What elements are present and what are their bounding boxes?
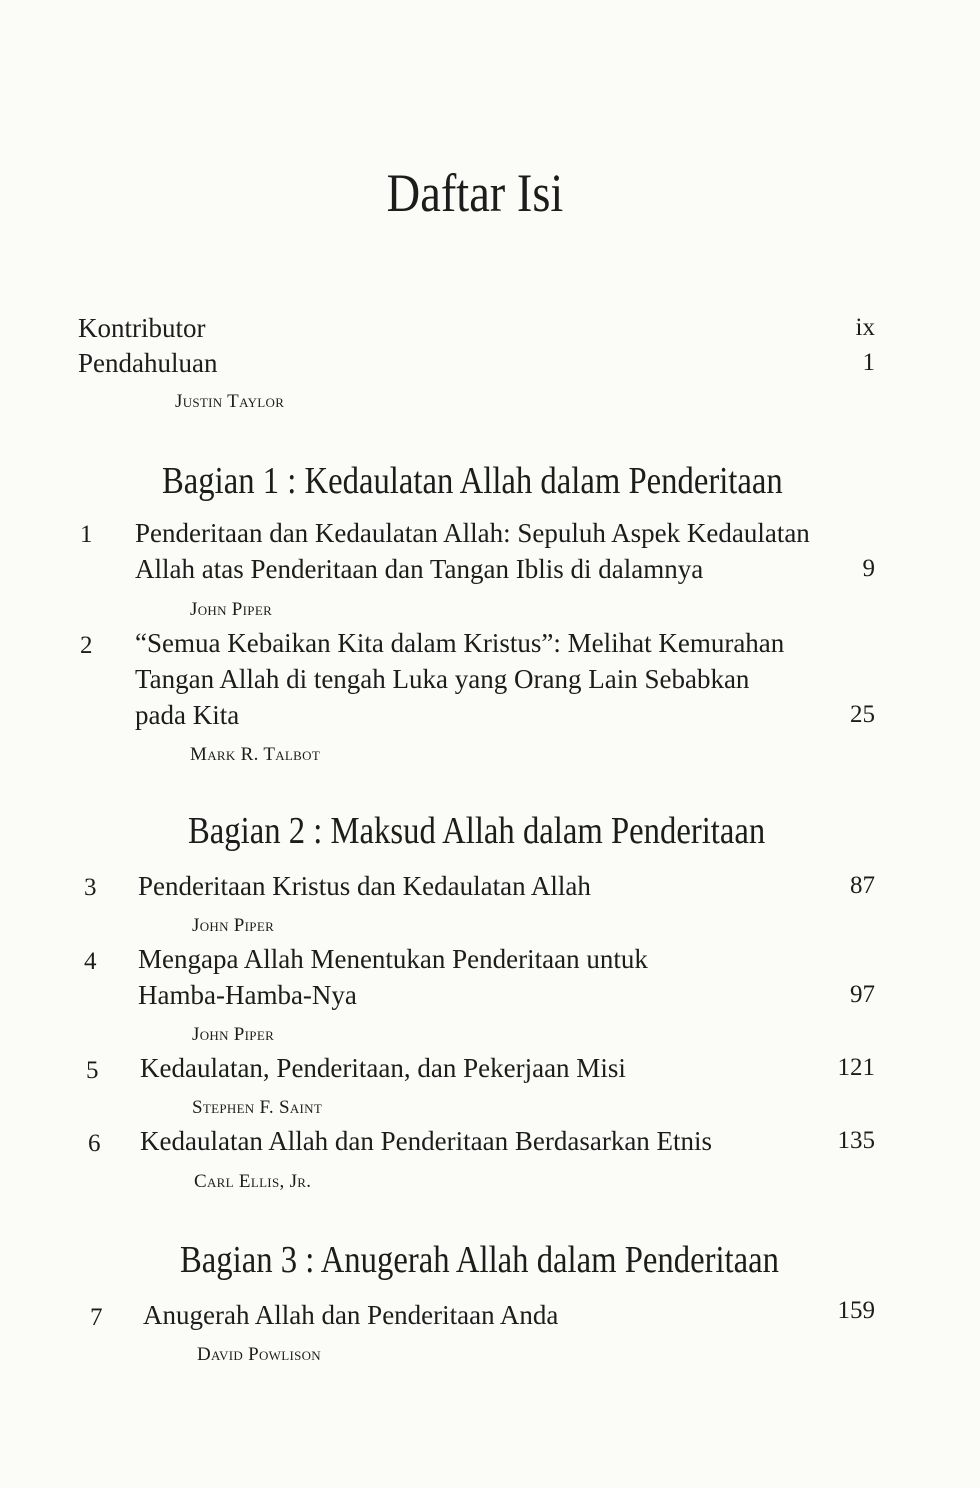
chapter-title-line: Kedaulatan Allah dan Penderitaan Berdasarkan Etnis bbox=[140, 1126, 713, 1156]
chapter-number: 1 bbox=[80, 521, 93, 548]
toc-entry-kontributor: Kontributor bbox=[78, 313, 206, 343]
chapter-title-line: Kedaulatan, Penderitaan, dan Pekerjaan Misi bbox=[140, 1053, 626, 1083]
toc-page-number: 121 bbox=[837, 1054, 875, 1081]
chapter-title-line: Penderitaan dan Kedaulatan Allah: Sepuluh Aspek Kedaulatan bbox=[135, 518, 810, 548]
chapter-title-line: “Semua Kebaikan Kita dalam Kristus”: Melihat Kemurahan bbox=[135, 628, 785, 658]
chapter-title-line: pada Kita bbox=[135, 700, 240, 730]
toc-author: Carl Ellis, Jr. bbox=[194, 1171, 312, 1192]
toc-page-number: 1 bbox=[862, 349, 875, 376]
toc-page-number: 135 bbox=[837, 1127, 875, 1154]
chapter-number: 2 bbox=[80, 632, 93, 659]
toc-author: Mark R. Talbot bbox=[190, 744, 321, 765]
chapter-title-line: Penderitaan Kristus dan Kedaulatan Allah bbox=[138, 871, 591, 901]
section-heading: Bagian 2 : Maksud Allah dalam Penderitaan bbox=[188, 810, 766, 852]
toc-page-number: 25 bbox=[850, 701, 875, 728]
toc-page-number: 159 bbox=[837, 1297, 875, 1324]
chapter-number: 6 bbox=[88, 1130, 101, 1157]
toc-author: John Piper bbox=[192, 915, 275, 936]
toc-entry-pendahuluan: Pendahuluan bbox=[78, 348, 218, 378]
chapter-title-line: Mengapa Allah Menentukan Penderitaan untuk bbox=[138, 944, 648, 974]
chapter-title-line: Tangan Allah di tengah Luka yang Orang Lain Sebabkan bbox=[135, 664, 750, 694]
toc-author: Stephen F. Saint bbox=[192, 1097, 323, 1118]
chapter-number: 4 bbox=[84, 948, 97, 975]
toc-page-number: 87 bbox=[850, 872, 875, 899]
toc-author: John Piper bbox=[192, 1024, 275, 1045]
toc-page-number: ix bbox=[855, 314, 875, 341]
chapter-title-line: Hamba-Hamba-Nya bbox=[138, 980, 357, 1010]
toc-author: John Piper bbox=[190, 599, 273, 620]
chapter-title-line: Anugerah Allah dan Penderitaan Anda bbox=[143, 1300, 559, 1330]
page-title: Daftar Isi bbox=[386, 163, 564, 223]
toc-page-number: 9 bbox=[862, 555, 875, 582]
chapter-title-line: Allah atas Penderitaan dan Tangan Iblis di dalamnya bbox=[135, 554, 704, 584]
chapter-number: 3 bbox=[84, 874, 97, 901]
toc-page-number: 97 bbox=[850, 981, 875, 1008]
section-heading: Bagian 1 : Kedaulatan Allah dalam Penderitaan bbox=[162, 460, 783, 502]
toc-author: David Powlison bbox=[197, 1344, 321, 1365]
toc-author: Justin Taylor bbox=[175, 391, 285, 412]
chapter-number: 5 bbox=[86, 1057, 99, 1084]
chapter-number: 7 bbox=[90, 1304, 103, 1331]
section-heading: Bagian 3 : Anugerah Allah dalam Penderitaan bbox=[180, 1239, 779, 1281]
